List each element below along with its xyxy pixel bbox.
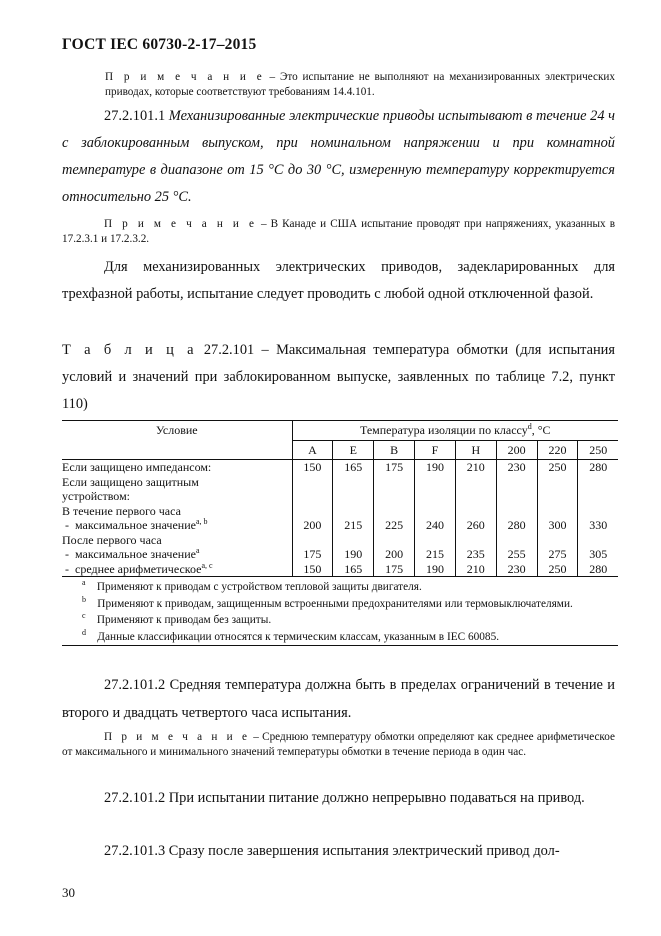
note-text: – Это испытание не выполняют на механизированных электрических приводах, которые соответствуют требованиям 14.4.101. (105, 71, 615, 98)
cell: 175 (374, 562, 415, 577)
cell: 235 (455, 547, 496, 562)
cell: 260 (455, 518, 496, 533)
paragraph-27-2-101-2-b (62, 783, 615, 813)
note-3 (62, 730, 615, 760)
paragraph-text: Для механизированных электрических приводов, задекларированных для трехфазной работы, испытание следует проводить с любой одной отключенной фазой. (62, 259, 615, 302)
row-label: - среднее арифметическое$^{a, c}$ (62, 562, 292, 577)
table-row (62, 547, 618, 562)
clause-number: 27.2.101.3 (104, 843, 166, 859)
cell: 150 (303, 460, 322, 474)
class-header: A (292, 440, 333, 460)
cell: 275 (537, 547, 578, 562)
document-header: ГОСТ IEC 60730-2-17–2015 (62, 36, 257, 53)
page-number: 30 (62, 885, 75, 900)
winding-temperature-table (62, 420, 618, 646)
cell: 200 (374, 547, 415, 562)
clause-text: Средняя температура должна быть в пределах ограничений в течение и второго и двадцать четвертого часа испытания. (62, 677, 615, 721)
cell: 240 (415, 518, 456, 533)
row-label: Если защищено импедансом: (62, 460, 292, 475)
paragraph-three-phase (62, 254, 615, 308)
row-label: После первого часа (62, 533, 292, 548)
note-text: – Среднюю температуру обмотки определяют как среднее арифметическое от максимального и минимального значений температуры обмотки в течение периода в один час. (62, 731, 615, 758)
cell: 165 (333, 562, 374, 577)
cell: 190 (415, 562, 456, 577)
cell: 280 (578, 562, 618, 577)
note-label: П р и м е ч а н и е (105, 71, 265, 83)
clause-text: Механизированные электрические приводы испытывают в течение 24 ч с заблокированным выпуском, при номинальном напряжении и при комнатной температуре в диапазоне от 15 °С до 30 °С, измеренную температуру корректируется относительно 25 °С. (62, 108, 616, 205)
clause-number: 27.2.101.2 (104, 790, 166, 806)
table-footnote (62, 577, 618, 595)
clause-number: 27.2.101.1 (104, 108, 166, 124)
note-2 (62, 217, 615, 247)
class-header: B (374, 440, 415, 460)
paragraph-27-2-101-2-a (62, 671, 615, 727)
footnote-a: $^a$ Применяют к приводам с устройством тепловой защиты двигателя. (82, 578, 422, 593)
paragraph-27-2-101-1 (62, 103, 615, 211)
cell: 225 (374, 518, 415, 533)
footnote-b: $^b$ Применяют к приводам, защищенным встроенными предохранителями или термовыключателями. (82, 594, 573, 610)
class-header: 220 (537, 440, 578, 460)
table-row (62, 475, 618, 504)
cell: 150 (292, 562, 333, 577)
footnote-c: $^c$ Применяют к приводам без защиты. (82, 611, 272, 626)
footnote-d: $^d$ Данные классификации относятся к термическим классам, указанным в IEC 60085. (62, 628, 618, 646)
table-row (62, 562, 618, 577)
cell: 280 (578, 460, 618, 475)
cell: 190 (333, 547, 374, 562)
cell: 230 (496, 562, 537, 577)
cell: 210 (455, 460, 496, 475)
cell: 190 (415, 460, 456, 475)
cell: 250 (537, 460, 578, 475)
table-footnote (62, 628, 618, 646)
header-temperature: Температура изоляции по классу$^d$, °С (292, 421, 618, 441)
table-row (62, 504, 618, 519)
cell: 305 (578, 547, 618, 562)
note-label: П р и м е ч а н и е (104, 731, 250, 743)
table-row (62, 518, 618, 533)
row-label: Если защищено защитным устройством: (62, 475, 292, 504)
clause-text: Сразу после завершения испытания электрический привод дол- (168, 843, 560, 859)
class-header: H (455, 440, 496, 460)
table-footnote (62, 595, 618, 612)
table-footnote (62, 611, 618, 628)
header-condition: Условие (62, 421, 292, 460)
cell: 200 (303, 518, 322, 532)
cell: 175 (303, 547, 322, 561)
table-header-row (62, 421, 618, 441)
table-caption-text: 27.2.101 – Максимальная температура обмотки (для испытания условий и значений при заблокированном выпуске, заявленных по таблице 7.2, пункт 110) (62, 342, 615, 412)
cell: 330 (578, 518, 618, 533)
cell: 175 (374, 460, 415, 475)
table-row (62, 460, 618, 475)
row-label: - максимальное значение$^{a, b}$ (62, 518, 292, 533)
clause-number: 27.2.101.2 (104, 677, 166, 693)
table-caption-label: Т а б л и ц а (62, 342, 197, 358)
class-header: 250 (578, 440, 618, 460)
cell: 215 (333, 518, 374, 533)
note-text: – В Канаде и США испытание проводят при напряжениях, указанных в 17.2.3.1 и 17.2.3.2. (62, 218, 615, 245)
cell: 210 (455, 562, 496, 577)
row-label: В течение первого часа (62, 504, 292, 519)
table-row (62, 533, 618, 548)
cell: 280 (496, 518, 537, 533)
paragraph-27-2-101-3 (62, 838, 615, 865)
cell: 255 (496, 547, 537, 562)
class-header: E (333, 440, 374, 460)
note-label: П р и м е ч а н и е (104, 218, 257, 230)
cell: 250 (537, 562, 578, 577)
cell: 300 (537, 518, 578, 533)
row-label: - максимальное значение$^a$ (62, 547, 292, 562)
cell: 165 (333, 460, 374, 475)
table-caption (62, 337, 615, 418)
cell: 230 (496, 460, 537, 475)
cell: 215 (415, 547, 456, 562)
clause-text: При испытании питание должно непрерывно подаваться на привод. (168, 790, 585, 806)
class-header: F (415, 440, 456, 460)
class-header: 200 (496, 440, 537, 460)
note-1 (105, 70, 615, 100)
